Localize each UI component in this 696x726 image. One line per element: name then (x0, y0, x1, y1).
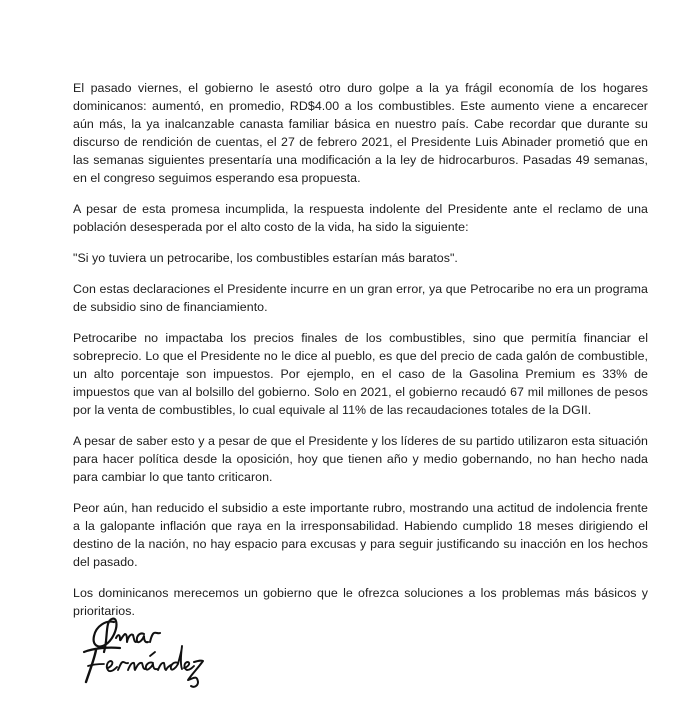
handwritten-signature (70, 612, 210, 690)
paragraph-petrocaribe-error: Con estas declaraciones el Presidente incurre en un gran error, ya que Petrocaribe no era un programa de subsidio sino de financiamiento. (73, 282, 648, 314)
paragraph-president-response: A pesar de esta promesa incumplida, la respuesta indolente del Presidente ante el reclamo de una población desesperada por el alto costo de la vida, ha sido la siguiente: (73, 202, 648, 234)
paragraph-quote: "Si yo tuviera un petrocaribe, los combustibles estarían más baratos". (73, 251, 458, 265)
paragraph-opposition: A pesar de saber esto y a pesar de que el Presidente y los líderes de su partido utilizaron esta situación para hacer política desde la oposición, hoy que tienen año y medio gobernando, no han hecho nada para cambiar lo que tanto criticaron. (73, 434, 648, 484)
paragraph-conclusion: Los dominicanos merecemos un gobierno que le ofrezca soluciones a los problemas más básicos y prioritarios. (73, 586, 648, 618)
paragraph-fuel-increase: El pasado viernes, el gobierno le asestó otro duro golpe a la ya frágil economía de los hogares dominicanos: aumentó, en promedio, RD$4.00 a los combustibles. Este aumento viene a encarecer aún más, la ya inalcanzable canasta familiar básica en nuestro país. Cabe recordar que durante su discurso de rendición de cuentas, el 27 de febrero 2021, el Presidente Luis Abinader prometió que en las semanas siguientes presentaría una modificación a la ley de hidrocarburos. Pasadas 49 semanas, en el congreso seguimos esperando esa propuesta. (73, 81, 648, 185)
letter-body (73, 79, 648, 633)
paragraph-subsidy: Peor aún, han reducido el subsidio a este importante rubro, mostrando una actitud de indolencia frente a la galopante inflación que raya en la irresponsabilidad. Habiendo cumplido 18 meses dirigiendo el destino de la nación, no hay espacio para excusas y para seguir justificando su inacción en los hechos del pasado. (73, 501, 648, 569)
paragraph-taxes: Petrocaribe no impactaba los precios finales de los combustibles, sino que permitía financiar el sobreprecio. Lo que el Presidente no le dice al pueblo, es que del precio de cada galón de combustible, un alto porcentaje son impuestos. Por ejemplo, en el caso de la Gasolina Premium es 33% de impuestos que van al bolsillo del gobierno. Solo en 2021, el gobierno recaudó 67 mil millones de pesos por la venta de combustibles, lo cual equivale al 11% de las recaudaciones totales de la DGII. (73, 331, 648, 417)
